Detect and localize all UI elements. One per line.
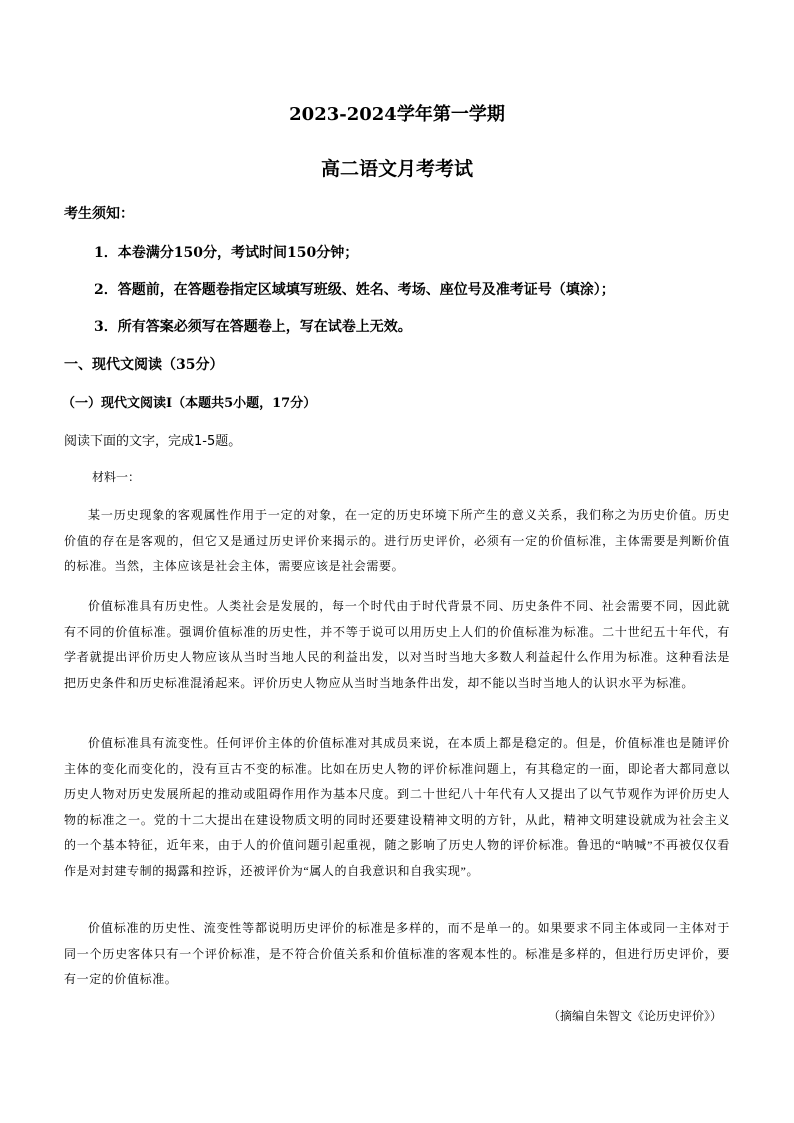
notice-item-3: 3．所有答案必须写在答题卷上，写在试卷上无效。 xyxy=(94,319,412,335)
source-citation: （摘编自朱智文《论历史评价》） xyxy=(547,1009,722,1023)
notice-item-2: 2．答题前，在答题卷指定区域填写班级、姓名、考场、座位号及准考证号（填涂）； xyxy=(94,282,615,298)
notice-heading: 考生须知： xyxy=(64,206,134,222)
paragraph-1: 某一历史现象的客观属性作用于一定的对象，在一定的历史环境下所产生的意义关系，我们称之为历史价值。历史价值的存在是客观的，但它又是通过历史评价来揭示的。进行历史评价，必须有一定的价值标准，主体需要是判断价值的标准。当然，主体应该是社会主体，需要应该是社会需要。 xyxy=(64,508,730,573)
paragraph-3: 价值标准具有流变性。任何评价主体的价值标准对其成员来说，在本质上都是稳定的。但是，价值标准也是随评价主体的变化而变化的，没有亘古不变的标准。比如在历史人物的评价标准问题上，有其稳定的一面，即论者大都同意以历史人物对历史发展所起的推动或阻碍作用作为基本尺度。到二十世纪八十年代有人又提出了以气节观作为评价历史人物的标准之一。党的十二大提出在建设物质文明的同时还要建设精神文明的方针，从此，精神文明建设就成为社会主义的一个基本特征，近年来，由于人的价值问题引起重视，随之影响了历史人物的评价标准。鲁迅的“呐喊”不再被仅仅看作是对封建专制的揭露和控诉，还被评价为“属人的自我意识和自我实现”。 xyxy=(64,736,730,878)
reading-instruction: 阅读下面的文字，完成1-5题。 xyxy=(64,434,242,449)
notice-item-1: 1．本卷满分150分，考试时间150分钟； xyxy=(94,245,359,261)
paragraph-2: 价值标准具有历史性。人类社会是发展的，每一个时代由于时代背景不同、历史条件不同、社会需要不同，因此就有不同的价值标准。强调价值标准的历史性，并不等于说可以用历史上人们的价值标准为标准。二十世纪五十年代，有学者就提出评价历史人物应该从当时当地人民的利益出发，以对当时当地大多数人利益起什么作用为标准。这种看法是把历史条件和历史标准混淆起来。评价历史人物应从当时当地条件出发，却不能以当时当地人的认识水平为标准。 xyxy=(64,599,730,690)
material-label: 材料一： xyxy=(92,470,141,484)
paragraph-4: 价值标准的历史性、流变性等都说明历史评价的标准是多样的，而不是单一的。如果要求不同主体或同一主体对于同一个历史客体只有一个评价标准，是不符合价值关系和价值标准的客观本性的。标准是多样的，但进行历史评价，要有一定的价值标准。 xyxy=(64,921,730,986)
section-heading: 一、现代文阅读（35分） xyxy=(64,357,224,373)
exam-term-title: 2023-2024学年第一学期 xyxy=(289,104,505,125)
subsection-heading: （一）现代文阅读Ⅰ（本题共5小题，17分） xyxy=(62,396,317,411)
exam-title: 高二语文月考考试 xyxy=(320,158,473,180)
